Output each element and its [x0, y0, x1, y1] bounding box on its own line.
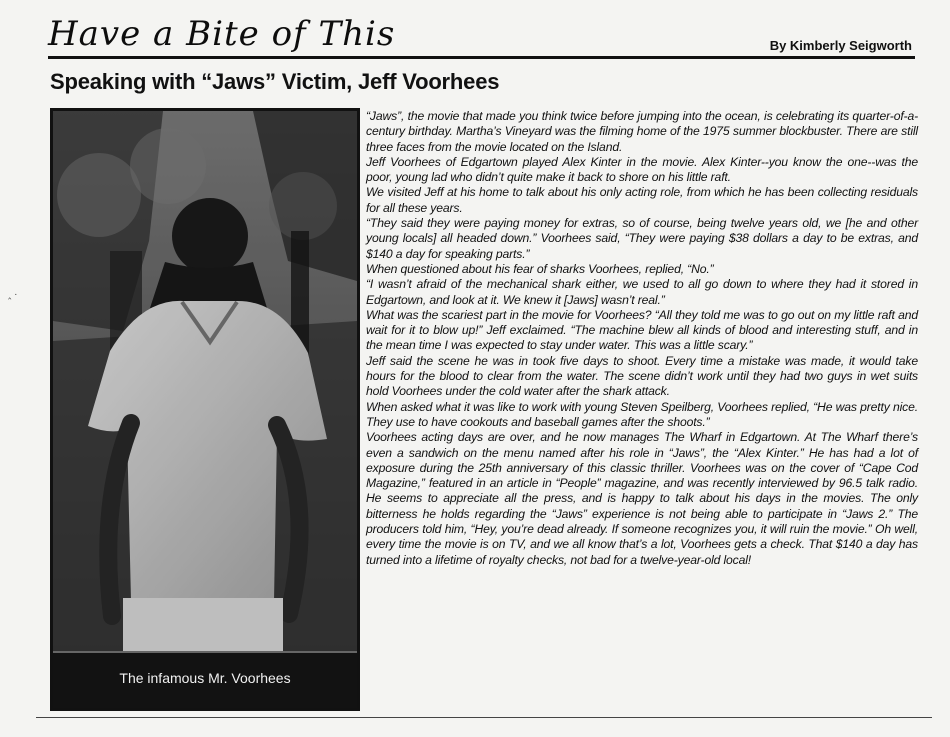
scan-mark: ‸ ·: [8, 289, 18, 300]
photo-frame: [50, 108, 360, 711]
article-paragraph-7: What was the scariest part in the movie for Voorhees? “All they told me was to go out on my little raft and wait for it to blow up!” Jeff exclaimed. “The machine blew all kinds of blood and interesting stuff, and in the mean time I was expected to stay under water. This was a little scary.”: [366, 307, 918, 353]
article-headline: Speaking with “Jaws” Victim, Jeff Voorhees: [50, 69, 500, 94]
article-paragraph-1: “Jaws”, the movie that made you think twice before jumping into the ocean, is celebrating its quarter-of-a-century birthday. Martha’s Vineyard was the filming home of the 1975 summer blockbuster. There are still three faces from the movie located on the Island.: [366, 109, 918, 154]
article-paragraph-9: When asked what it was like to work with young Steven Speilberg, Voorhees replied, “He was pretty nice. They use to have cookouts and baseball games after the shoots.”: [366, 399, 918, 429]
header-rule: [48, 56, 915, 59]
article-paragraph-2: Jeff Voorhees of Edgartown played Alex Kinter in the movie. Alex Kinter--you know the one--was the poor, young lad who didn’t quite make it back to shore on his little raft.: [366, 154, 918, 185]
article-paragraph-5: When questioned about his fear of sharks Voorhees, replied, “No.”: [366, 261, 714, 276]
bottom-rule: [36, 717, 932, 718]
article-paragraph-8: Jeff said the scene he was in took five days to shoot. Every time a mistake was made, it would take hours for the blood to clear from the water. The scene didn’t work until they had two guys in wet suits hold Voorhees under the cold water after the shark attack.: [366, 353, 918, 399]
photo-caption: The infamous Mr. Voorhees: [119, 670, 291, 686]
article-paragraph-3: We visited Jeff at his home to talk about his only acting role, from which he has been collecting residuals for all these years.: [366, 185, 918, 215]
portrait-photo: [53, 111, 357, 651]
photo-caption-bar: [53, 651, 357, 708]
article-paragraph-6: “I wasn’t afraid of the mechanical shark either, we used to all go down to where they had it stored in Edgartown, and look at it. We knew it [Jaws] wasn’t real.”: [366, 277, 918, 307]
section-title: Have a Bite of This: [48, 14, 396, 54]
article-body: [366, 109, 918, 568]
article-paragraph-4: “They said they were paying money for extras, so of course, being twelve years old, we [he and other young locals] all headed down.” Voorhees said, “They were paying $38 dollars a day to be extras, and $140 a day for speaking parts.”: [366, 216, 918, 261]
byline: By Kimberly Seigworth: [769, 38, 912, 53]
article-paragraph-10: Voorhees acting days are over, and he now manages The Wharf in Edgartown. At The Wharf there’s even a sandwich on the menu named after his role in “Jaws”, the “Alex Kinter.” He has had a lot of exposure during the 25th anniversary of this classic thriller. Voorhees was on the cover of “Cape Cod Magazine,” featured in an article in “People” magazine, and was recently interviewed by 96.5 talk radio. He seems to appreciate all the press, and is happy to talk about his days in the movies. The only bitterness he holds regarding the “Jaws” experience is not being able to participate in “Jaws 2.” The producers told him, “Hey, you’re dead already. If someone recognizes you, it will ruin the movie.” Oh well, every time the movie is on TV, and we all know that’s a lot, Voorhees gets a check. That $140 a day has turned into a lifetime of royalty checks, not bad for a twelve-year-old local!: [366, 430, 918, 567]
